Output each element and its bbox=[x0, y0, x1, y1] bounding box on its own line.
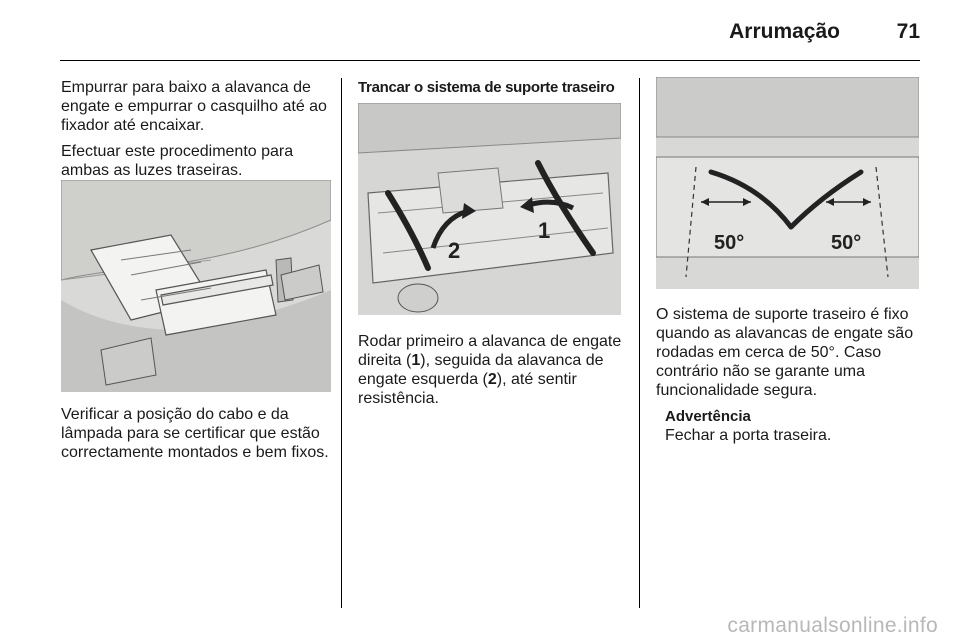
section-heading: Trancar o sistema de suporte traseiro bbox=[358, 79, 615, 96]
reference-number-2: 2 bbox=[487, 371, 497, 388]
column-3 bbox=[656, 305, 926, 445]
callout-label-1: 1 bbox=[538, 218, 551, 243]
angle-label-left: 50° bbox=[714, 232, 745, 254]
header-divider bbox=[60, 60, 920, 61]
paragraph: Verificar a posição do cabo e da lâmpada para se certificar que estão correctamente montados e bem fixos. bbox=[61, 406, 329, 461]
callout-label-2: 2 bbox=[448, 238, 461, 263]
lever-angle-illustration bbox=[656, 77, 919, 289]
paragraph: Rodar primeiro a alavanca de engate direita (1), seguida da alavanca de engate esquerda (2), até sentir resistência. bbox=[358, 333, 622, 407]
column-divider bbox=[341, 78, 342, 608]
page-title: Arrumação bbox=[729, 20, 840, 43]
page-number: 71 bbox=[896, 20, 920, 43]
rear-carrier-lock-illustration bbox=[358, 103, 621, 315]
paragraph: O sistema de suporte traseiro é fixo quando as alavancas de engate são rodadas em cerca de 50°. Caso contrário não se garante uma funcionalidade segura. bbox=[656, 306, 914, 399]
angle-label-right: 50° bbox=[831, 232, 862, 254]
column-divider bbox=[639, 78, 640, 608]
reference-number-1: 1 bbox=[411, 352, 421, 369]
column-2-lower bbox=[358, 332, 628, 415]
paragraph: Empurrar para baixo a alavanca de engate e empurrar o casquilho até ao fixador até encaixar. bbox=[61, 79, 327, 134]
warning-text: Fechar a porta traseira. bbox=[665, 427, 832, 444]
column-1 bbox=[61, 78, 331, 187]
warning-box bbox=[665, 407, 926, 445]
column-1-lower bbox=[61, 405, 331, 469]
watermark: carmanualsonline.info bbox=[727, 614, 938, 637]
warning-title: Advertência bbox=[665, 408, 751, 425]
taillight-bulb-holder-illustration bbox=[61, 180, 331, 392]
paragraph: Efectuar este procedimento para ambas as luzes traseiras. bbox=[61, 143, 294, 179]
column-2 bbox=[358, 78, 628, 103]
